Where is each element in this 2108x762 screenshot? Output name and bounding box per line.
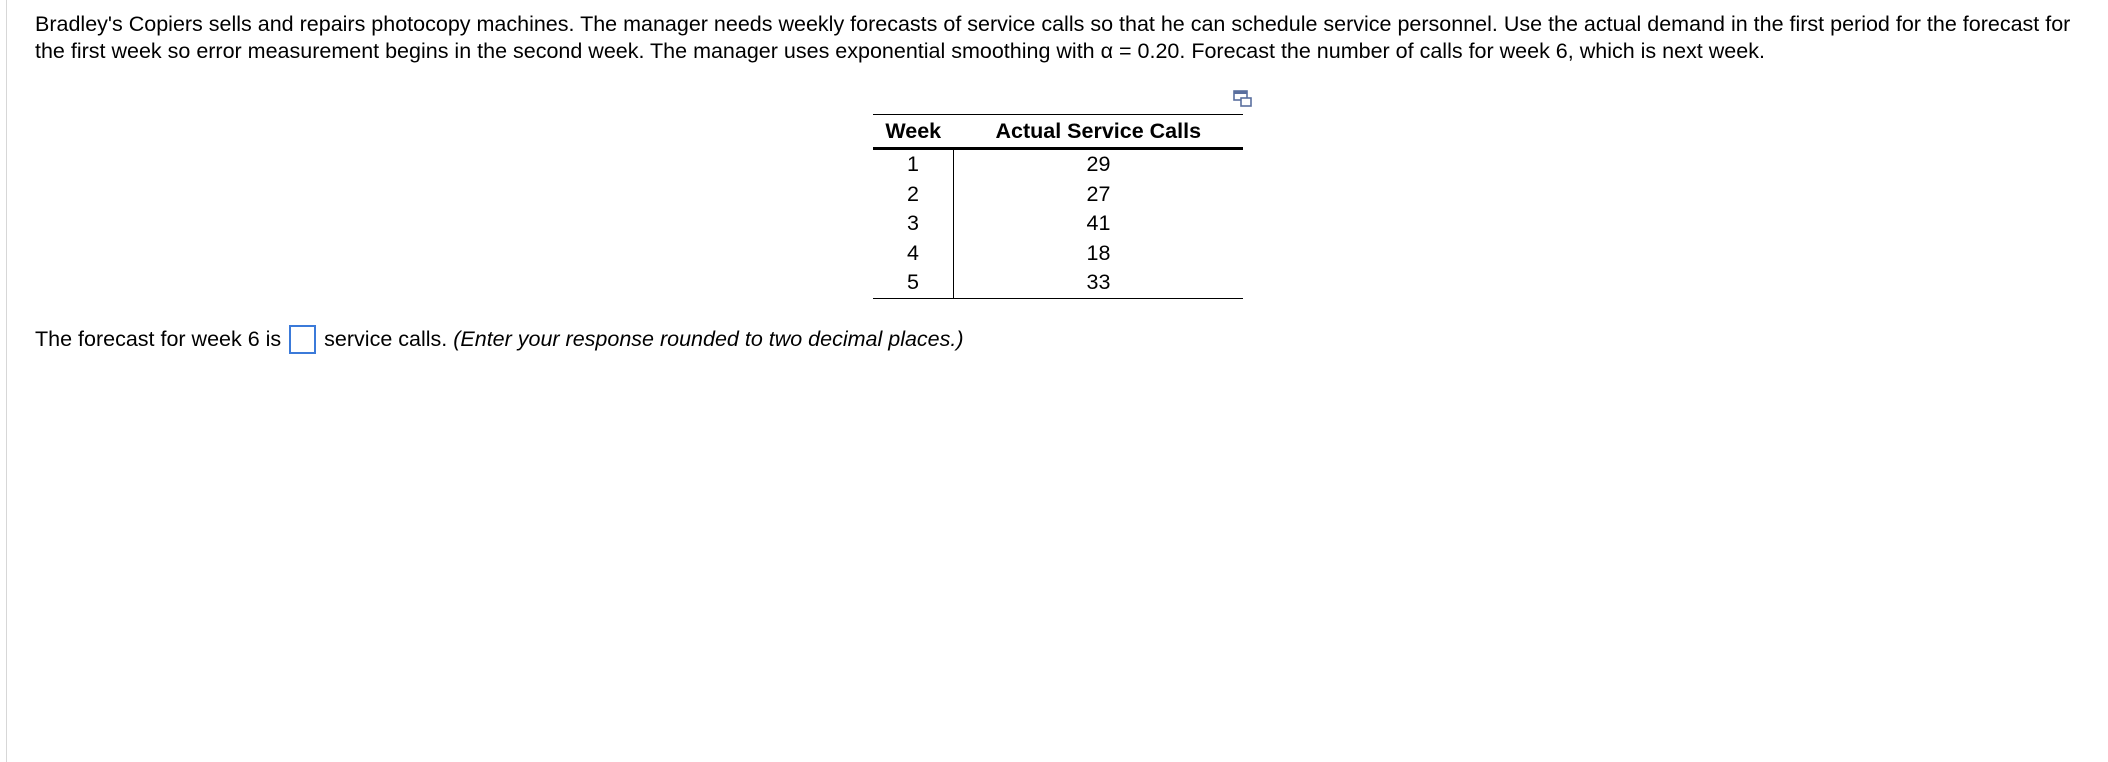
copy-data-icon[interactable] [1233,90,1253,108]
forecast-answer-input[interactable] [289,325,316,354]
answer-instruction: (Enter your response rounded to two decimal places.) [453,327,964,351]
calls-cell: 27 [1086,181,1111,206]
service-calls-table [873,114,1243,299]
week-cell: 2 [873,180,954,210]
answer-suffix: service calls. [324,327,448,351]
calls-cell: 29 [1086,152,1111,177]
week-cell: 1 [873,149,954,180]
left-divider [6,0,7,762]
table-row [873,149,1243,180]
calls-cell: 41 [1086,211,1111,236]
calls-column-header: Actual Service Calls [954,115,1244,149]
table-row [873,209,1243,239]
table-header-row [873,115,1243,149]
week-cell: 4 [873,239,954,269]
week-cell: 5 [873,268,954,298]
week-column-header: Week [873,115,954,149]
answer-line [35,323,964,355]
table-row [873,180,1243,210]
answer-prefix: The forecast for week 6 is [35,327,282,351]
table-row [873,239,1243,269]
table-row [873,268,1243,298]
week-cell: 3 [873,209,954,239]
calls-cell: 18 [1086,240,1111,265]
calls-cell: 33 [954,268,1244,298]
problem-statement: Bradley's Copiers sells and repairs photocopy machines. The manager needs weekly forecasts of service calls so that he can schedule service personnel. Use the actual demand in the first period for the forecast for the first week so error measurement begins in the second week. The manager uses exponential smoothing with α = 0.20. Forecast the number of calls for week 6, which is next week. [35,12,2071,63]
